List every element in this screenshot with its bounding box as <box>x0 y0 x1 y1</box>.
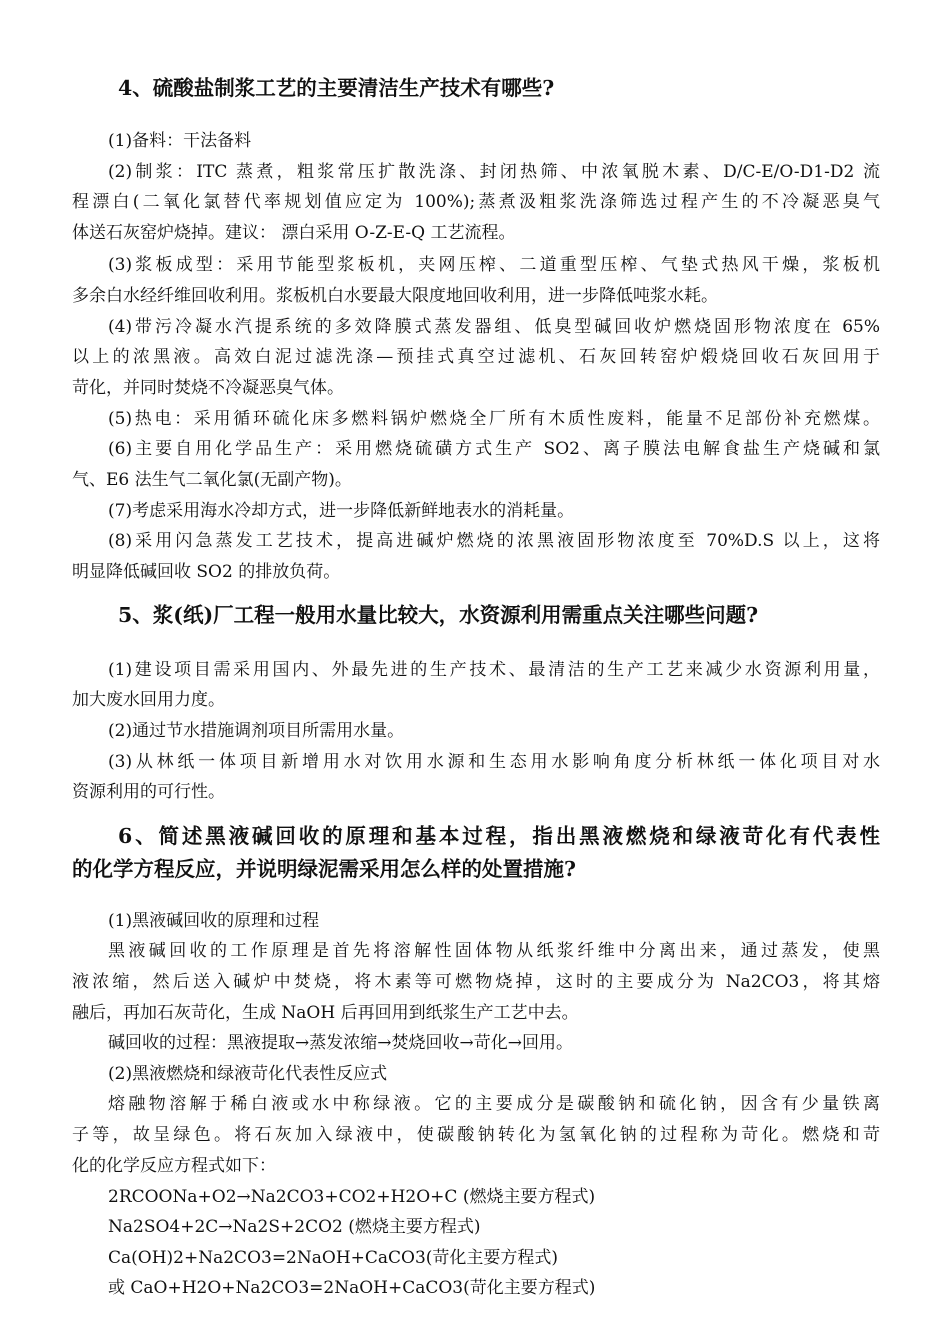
s4-item-4-line-3: 苛化，并同时焚烧不冷凝恶臭气体。 <box>72 378 344 398</box>
s6-subheading-2: (2)黑液燃烧和绿液苛化代表性反应式 <box>108 1064 388 1084</box>
s6-para-1-line-2: 液浓缩，然后送入碱炉中焚烧，将木素等可燃物烧掉，这时的主要成分为 Na2CO3，将其熔 <box>72 972 880 992</box>
s6-para-3-line-3: 化的化学反应方程式如下： <box>72 1156 276 1176</box>
s4-item-6-line-1: (6)主要自用化学品生产：采用燃烧硫磺方式生产 SO2、离子膜法电解食盐生产烧碱和氯 <box>108 439 880 459</box>
s4-item-2-line-3: 体送石灰窑炉烧掉。建议： 漂白采用 O-Z-E-Q 工艺流程。 <box>72 223 516 243</box>
s5-item-2: (2)通过节水措施调剂项目所需用水量。 <box>108 721 405 741</box>
s4-item-4-line-1: (4)带污冷凝水汽提系统的多效降膜式蒸发器组、低臭型碱回收炉燃烧固形物浓度在 65% <box>108 317 880 337</box>
s6-para-1-line-3: 融后，再加石灰苛化，生成 NaOH 后再回用到纸浆生产工艺中去。 <box>72 1003 579 1023</box>
s5-item-3-line-1: (3)从林纸一体项目新增用水对饮用水源和生态用水影响角度分析林纸一体化项目对水 <box>108 752 880 772</box>
s4-item-3-line-1: (3)浆板成型：采用节能型浆板机，夹网压榨、二道重型压榨、气垫式热风干燥，浆板机 <box>108 255 880 275</box>
s6-subheading-1: (1)黑液碱回收的原理和过程 <box>108 911 320 931</box>
s4-item-7: (7)考虑采用海水冷却方式，进一步降低新鲜地表水的消耗量。 <box>108 501 575 521</box>
equation-1: 2RCOONa+O2→Na2CO3+CO2+H2O+C (燃烧主要方程式) <box>108 1187 596 1207</box>
s4-item-6-line-2: 气、E6 法生气二氧化氯(无副产物)。 <box>72 470 352 490</box>
s5-item-3-line-2: 资源利用的可行性。 <box>72 782 225 802</box>
s4-item-4-line-2: 以上的浓黑液。高效白泥过滤洗涤—预挂式真空过滤机、石灰回转窑炉煅烧回收石灰回用于 <box>72 347 880 367</box>
s4-item-3-line-2: 多余白水经纤维回收利用。浆板机白水要最大限度地回收利用，进一步降低吨浆水耗。 <box>72 286 718 306</box>
s6-para-1-line-1: 黑液碱回收的工作原理是首先将溶解性固体物从纸浆纤维中分离出来，通过蒸发，使黑 <box>108 941 880 961</box>
section-6-heading-line-1: 6、简述黑液碱回收的原理和基本过程，指出黑液燃烧和绿液苛化有代表性 <box>118 824 880 848</box>
s6-para-3-line-1: 熔融物溶解于稀白液或水中称绿液。它的主要成分是碳酸钠和硫化钠，因含有少量铁离 <box>108 1094 880 1114</box>
s6-para-3-line-2: 子等，故呈绿色。将石灰加入绿液中，使碳酸钠转化为氢氧化钠的过程称为苛化。燃烧和苛 <box>72 1125 880 1145</box>
s6-para-2: 碱回收的过程：黑液提取→蒸发浓缩→焚烧回收→苛化→回用。 <box>108 1033 573 1053</box>
section-4-heading: 4、硫酸盐制浆工艺的主要清洁生产技术有哪些? <box>118 76 555 100</box>
equation-2: Na2SO4+2C→Na2S+2CO2 (燃烧主要方程式) <box>108 1217 481 1237</box>
section-5-heading: 5、浆(纸)厂工程一般用水量比较大，水资源利用需重点关注哪些问题? <box>118 603 759 627</box>
s4-item-1: (1)备料：干法备料 <box>108 131 252 151</box>
section-6-heading-line-2: 的化学方程反应，并说明绿泥需采用怎么样的处置措施? <box>72 857 577 881</box>
s4-item-8-line-2: 明显降低碱回收 SO2 的排放负荷。 <box>72 562 341 582</box>
s4-item-5: (5)热电：采用循环硫化床多燃料锅炉燃烧全厂所有木质性废料，能量不足部份补充燃煤。 <box>108 409 880 429</box>
s4-item-2-line-2: 程漂白(二氧化氯替代率规划值应定为 100%);蒸煮汲粗浆洗涤筛选过程产生的不冷凝恶臭气 <box>72 192 880 212</box>
s5-item-1-line-1: (1)建设项目需采用国内、外最先进的生产技术、最清洁的生产工艺来减少水资源利用量， <box>108 660 880 680</box>
s4-item-8-line-1: (8)采用闪急蒸发工艺技术，提高进碱炉燃烧的浓黑液固形物浓度至 70%D.S 以上，这将 <box>108 531 880 551</box>
s5-item-1-line-2: 加大废水回用力度。 <box>72 690 225 710</box>
equation-3: Ca(OH)2+Na2CO3=2NaOH+CaCO3(苛化主要方程式) <box>108 1248 559 1268</box>
equation-4: 或 CaO+H2O+Na2CO3=2NaOH+CaCO3(苛化主要方程式) <box>108 1278 596 1298</box>
s4-item-2-line-1: (2)制浆：ITC 蒸煮，粗浆常压扩散洗涤、封闭热筛、中浓氧脱木素、D/C-E/O-D1-D2 流 <box>108 162 880 182</box>
